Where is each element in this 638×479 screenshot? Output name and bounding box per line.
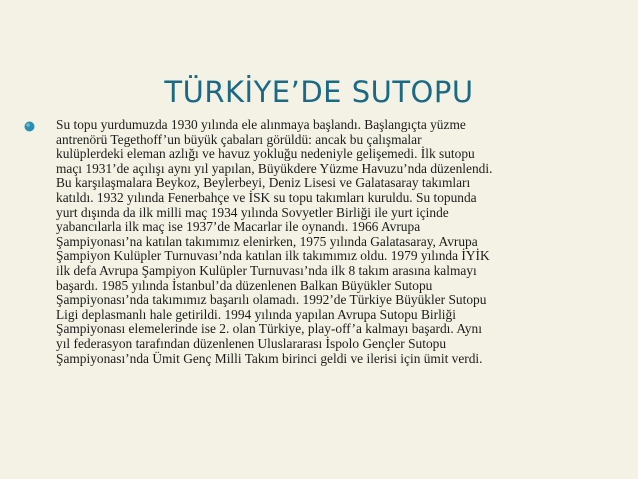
- body-line: Şampiyonası’nda takımımız başarılı olamadı. 1992’de Türkiye Büyükler Sutopu: [56, 292, 487, 308]
- body-line: Şampiyonası elemelerinde ise 2. olan Türkiye, play-off’a kalmayı başardı. Aynı: [56, 321, 482, 337]
- body-line: Şampiyon Kulüpler Turnuvası’nda katılan ilk takımımız oldu. 1979 yılında İYİK: [56, 248, 490, 264]
- body-line: ilk defa Avrupa Şampiyon Kulüpler Turnuvası’nda ilk 8 takım arasına kalmayı: [56, 262, 477, 278]
- body-line: maçı 1931’de açılışı aynı yıl yapılan, Büyükdere Yüzme Havuzu’nda düzenlendi.: [56, 160, 493, 176]
- body-line: antrenörü Tegethoff’un büyük çabaları görüldü: ancak bu çalışmalar: [56, 131, 422, 147]
- body-line: yıl federasyon tarafından düzenlenen Uluslararası İspolo Gençler Sutopu: [56, 335, 447, 351]
- slide-title: TÜRKİYE’DE SUTOPU: [164, 75, 474, 109]
- body-line: yurt dışında da ilk milli maç 1934 yılında Sovyetler Birliği ile yurt içinde: [56, 204, 449, 220]
- body-line: yabancılarla ilk maç ise 1937’de Macarlar ile oynandı. 1966 Avrupa: [56, 219, 421, 235]
- body-line: Su topu yurdumuzda 1930 yılında ele alınmaya başlandı. Başlangıçta yüzme: [56, 117, 466, 132]
- body-line: Şampiyonası’nda Ümit Genç Milli Takım birinci geldi ve ilerisi için ümit verdi.: [56, 350, 483, 366]
- body-paragraph: [56, 118, 616, 366]
- body-line: başardı. 1985 yılında İstanbul’da düzenlenen Balkan Büyükler Sutopu: [56, 277, 433, 293]
- bullet-icon: [24, 121, 35, 132]
- body-line: Bu karşılaşmalara Beykoz, Beylerbeyi, Deniz Lisesi ve Galatasaray takımları: [56, 175, 471, 191]
- body-line: Ligi deplasmanlı hale getirildi. 1994 yılında yapılan Avrupa Sutopu Birliği: [56, 306, 456, 322]
- body-line: Şampiyonası’na katılan takımımız elenirken, 1975 yılında Galatasaray, Avrupa: [56, 233, 478, 249]
- body-line: katıldı. 1932 yılında Fenerbahçe ve İSK su topu takımları kuruldu. Su topunda: [56, 189, 477, 205]
- body-line: kulüplerdeki eleman azlığı ve havuz yokluğu nedeniyle gelişemedi. İlk sutopu: [56, 146, 475, 162]
